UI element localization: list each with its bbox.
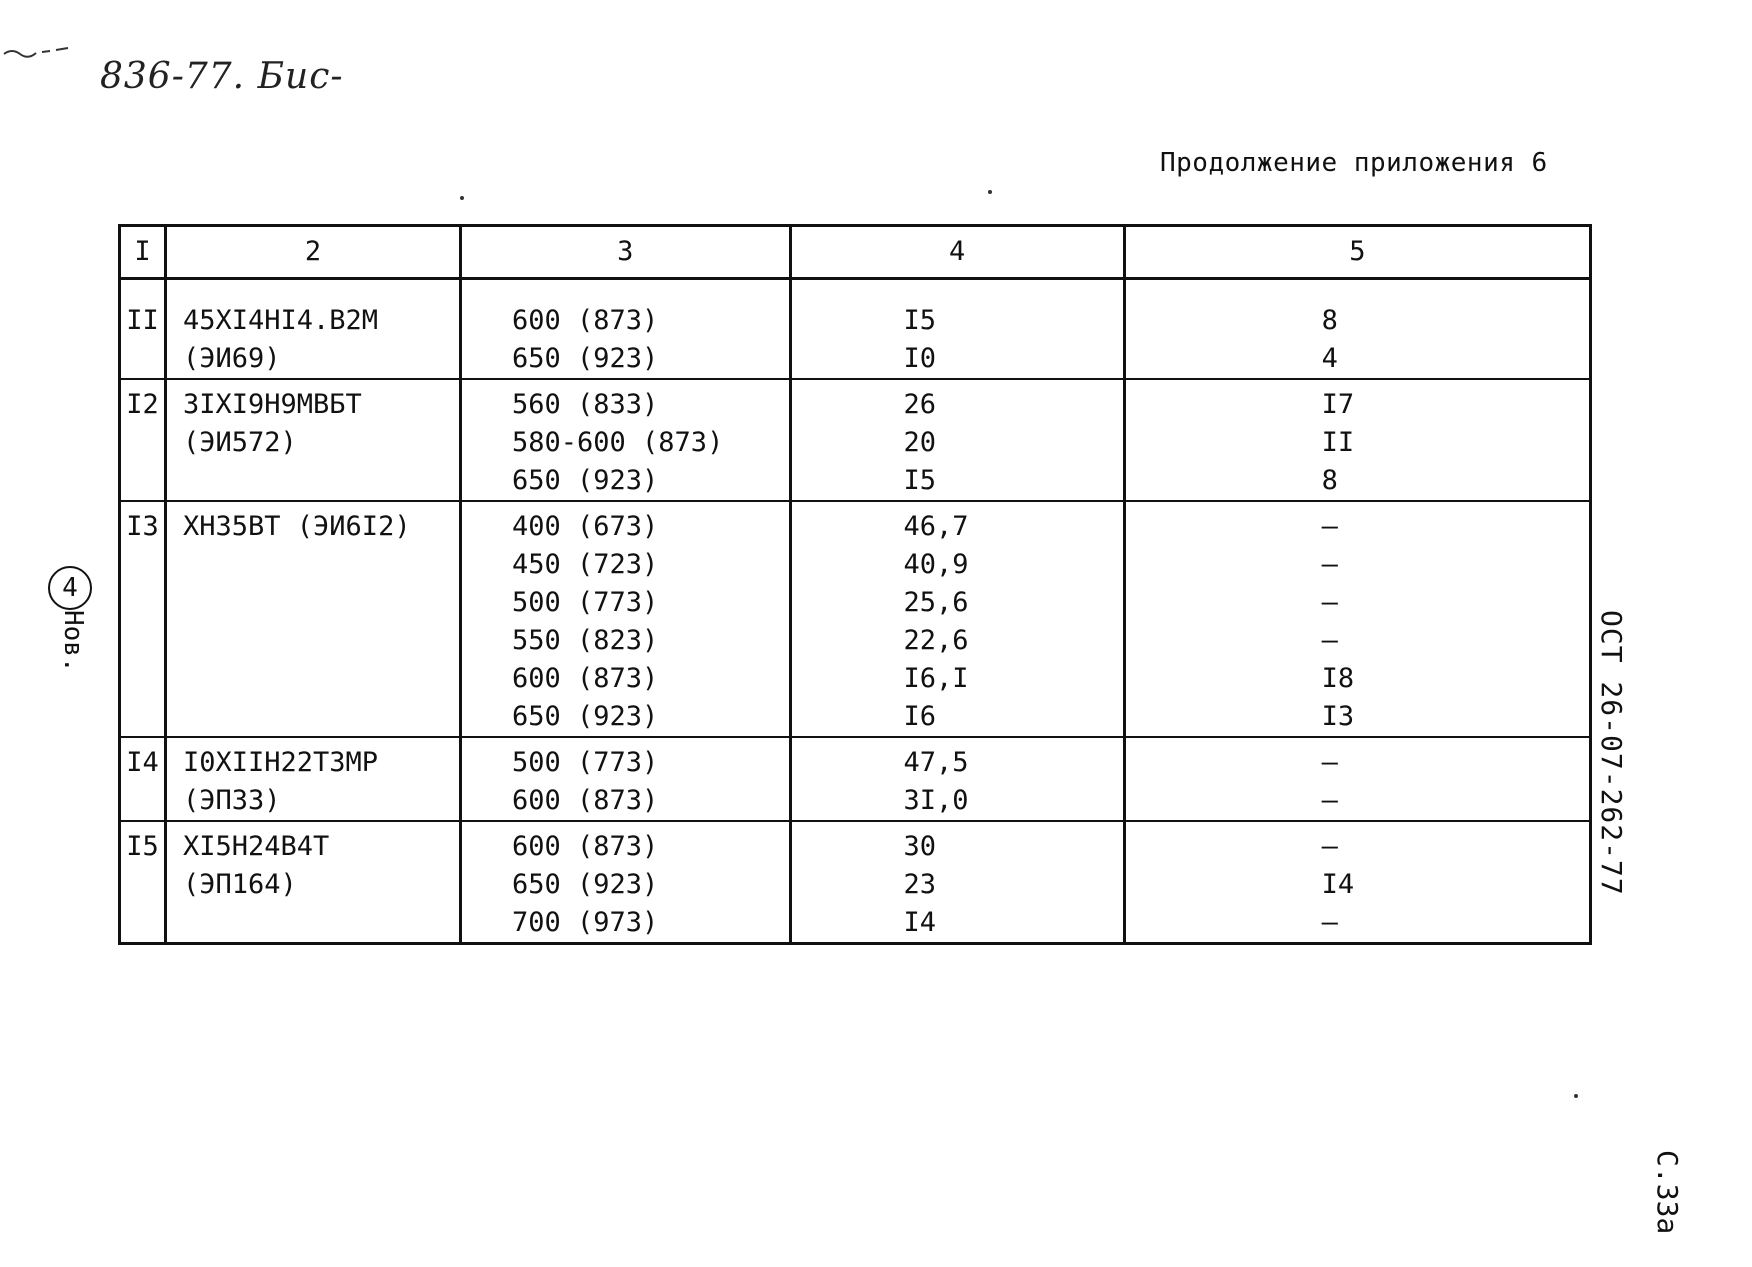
col5-value-cell-line: I8: [1321, 663, 1355, 694]
col4-value-cell: [790, 379, 1124, 501]
col4-value-cell-line: 22,6: [903, 625, 969, 656]
temperature-cell-line: 560 (833): [512, 389, 659, 420]
temperature-cell-line: 550 (823): [512, 625, 659, 656]
row-number-cell: II: [120, 279, 166, 380]
col4-value-cell-line: 47,5: [903, 747, 969, 778]
table-row: [120, 279, 1591, 380]
column-header-5: 5: [1124, 226, 1590, 279]
temperature-cell-line: 700 (973): [512, 907, 659, 938]
temperature-cell-line: 650 (923): [512, 343, 659, 374]
col4-value-cell-line: I5: [903, 305, 937, 336]
temperature-cell-line: 450 (723): [512, 549, 659, 580]
col5-value-cell-line: 4: [1321, 343, 1338, 374]
speck: [460, 196, 464, 200]
temperature-cell-line: 650 (923): [512, 465, 659, 496]
col5-value-cell-line: II: [1321, 427, 1355, 458]
temperature-cell-line: 600 (873): [512, 305, 659, 336]
temperature-cell: [461, 379, 791, 501]
col5-value-cell-line: –: [1321, 587, 1338, 618]
temperature-cell-line: 650 (923): [512, 869, 659, 900]
steel-grade-cell: 3IХI9Н9МВБТ (ЭИ572): [166, 379, 461, 501]
temperature-cell-line: 500 (773): [512, 747, 659, 778]
col5-value-cell-line: I4: [1321, 869, 1355, 900]
table-row: [120, 821, 1591, 944]
stamp-label: Нов.: [58, 610, 88, 673]
col5-value-cell-line: 8: [1321, 305, 1338, 336]
col4-value-cell: [790, 821, 1124, 944]
stamp-circle-number: 4: [48, 566, 92, 610]
col4-value-cell-line: 23: [903, 869, 937, 900]
table-body: [120, 279, 1591, 944]
col5-value-cell-line: –: [1321, 511, 1338, 542]
col4-value-cell-line: I5: [903, 465, 937, 496]
col5-value-cell-line: –: [1321, 625, 1338, 656]
col4-value-cell: [790, 501, 1124, 737]
continuation-heading: Продолжение приложения 6: [1160, 148, 1548, 178]
document-code: ОСТ 26-07-262-77: [1595, 610, 1628, 896]
column-header-4: 4: [790, 226, 1124, 279]
scribble-mark: [2, 44, 72, 64]
col5-value-cell: [1124, 501, 1590, 737]
col4-value-cell-line: 40,9: [903, 549, 969, 580]
col4-value-cell-line: 20: [903, 427, 937, 458]
column-header-2: 2: [166, 226, 461, 279]
row-number-cell: I4: [120, 737, 166, 821]
col5-value-cell-line: –: [1321, 907, 1338, 938]
speck: [1574, 1094, 1578, 1098]
temperature-cell-line: 500 (773): [512, 587, 659, 618]
temperature-cell-line: 600 (873): [512, 785, 659, 816]
table-row: [120, 501, 1591, 737]
steel-grade-cell: ХН35ВТ (ЭИ6I2): [166, 501, 461, 737]
temperature-cell: [461, 501, 791, 737]
col4-value-cell: [790, 279, 1124, 380]
col5-value-cell: [1124, 737, 1590, 821]
data-table-container: [118, 224, 1592, 945]
revision-stamp: [48, 566, 92, 706]
page-number: С.33а: [1651, 1150, 1684, 1235]
col4-value-cell-line: I0: [903, 343, 937, 374]
temperature-cell-line: 580-600 (873): [512, 427, 724, 458]
col4-value-cell-line: 25,6: [903, 587, 969, 618]
data-table: [118, 224, 1592, 945]
temperature-cell-line: 400 (673): [512, 511, 659, 542]
col5-value-cell-line: –: [1321, 831, 1338, 862]
col4-value-cell: [790, 737, 1124, 821]
col5-value-cell-line: I7: [1321, 389, 1355, 420]
column-header-1: I: [120, 226, 166, 279]
col4-value-cell-line: 26: [903, 389, 937, 420]
col5-value-cell-line: I3: [1321, 701, 1355, 732]
col4-value-cell-line: I4: [903, 907, 937, 938]
temperature-cell-line: 600 (873): [512, 663, 659, 694]
col5-value-cell: [1124, 821, 1590, 944]
column-header-3: 3: [461, 226, 791, 279]
col5-value-cell: [1124, 379, 1590, 501]
row-number-cell: I5: [120, 821, 166, 944]
temperature-cell-line: 650 (923): [512, 701, 659, 732]
header-row: [120, 226, 1591, 279]
table-row: [120, 379, 1591, 501]
col5-value-cell: [1124, 279, 1590, 380]
row-number-cell: I3: [120, 501, 166, 737]
row-number-cell: I2: [120, 379, 166, 501]
col5-value-cell-line: –: [1321, 785, 1338, 816]
steel-grade-cell: 45ХI4НI4.В2М (ЭИ69): [166, 279, 461, 380]
handwritten-note: 836-77. Бис-: [100, 56, 344, 97]
speck: [988, 190, 992, 194]
col4-value-cell-line: I6: [903, 701, 937, 732]
temperature-cell: [461, 737, 791, 821]
col5-value-cell-line: –: [1321, 549, 1338, 580]
temperature-cell: [461, 279, 791, 380]
table-row: [120, 737, 1591, 821]
steel-grade-cell: I0ХIIН22Т3МР (ЭП33): [166, 737, 461, 821]
col4-value-cell-line: 30: [903, 831, 937, 862]
steel-grade-cell: ХI5Н24В4Т (ЭП164): [166, 821, 461, 944]
temperature-cell-line: 600 (873): [512, 831, 659, 862]
col5-value-cell-line: –: [1321, 747, 1338, 778]
col4-value-cell-line: 46,7: [903, 511, 969, 542]
col5-value-cell-line: 8: [1321, 465, 1338, 496]
col4-value-cell-line: I6,I: [903, 663, 969, 694]
col4-value-cell-line: 3I,0: [903, 785, 969, 816]
temperature-cell: [461, 821, 791, 944]
